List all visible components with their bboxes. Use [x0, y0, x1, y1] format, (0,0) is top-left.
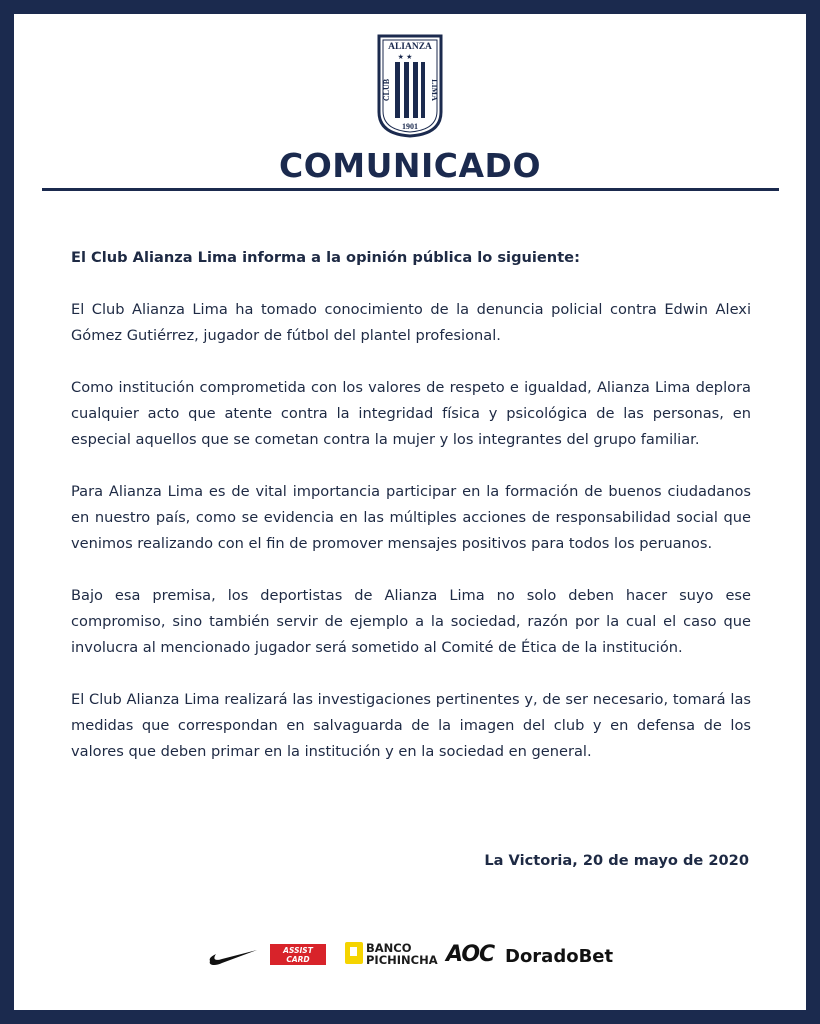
paragraph-4: Bajo esa premisa, los deportistas de Alianza Lima no solo deben hacer suyo ese compromiso, sino también servir de ejemplo a la sociedad, razón por la cual el caso que involucra al mencionado jugador será sometido al Comité de Ética de la institución.: [71, 587, 751, 656]
pichincha-line2: PICHINCHA: [366, 953, 438, 967]
assist-card-line1: ASSIST: [283, 946, 313, 955]
nike-swoosh-logo: [208, 946, 258, 966]
statement-body: [71, 245, 751, 791]
sponsor-strip: [208, 938, 628, 974]
paragraph-3: Para Alianza Lima es de vital importancia participar en la formación de buenos ciudadanos en nuestro país, como se evidencia en las múltiples acciones de responsabilidad social que venimos realizando con el fin de promover mensajes positivos para todos los peruanos.: [71, 483, 751, 552]
crest-right-text: LIMA: [430, 79, 439, 101]
document-frame: [14, 14, 806, 1010]
crest-top-text: ALIANZA: [388, 42, 432, 52]
alianza-lima-crest-logo: [375, 34, 445, 138]
paragraph-5: El Club Alianza Lima realizará las investigaciones pertinentes y, de ser necesario, tomará las medidas que correspondan en salvaguarda de la imagen del club y en defensa de los valores que deben primar en la institución y en la sociedad en general.: [71, 691, 751, 760]
page-title: COMUNICADO: [278, 146, 541, 185]
pichincha-line1: BANCO: [366, 941, 412, 955]
assist-card-logo: [270, 944, 326, 965]
paragraph-2: Como institución comprometida con los valores de respeto e igualdad, Alianza Lima deplora cualquier acto que atente contra la integridad física y psicológica de las personas, en especial aquellos que se cometan contra la mujer y los integrantes del grupo familiar.: [71, 379, 751, 448]
crest-star-icon: ★ ★: [397, 53, 413, 61]
banco-pichincha-logo-icon: [345, 942, 363, 964]
doradobet-logo: DoradoBet: [505, 946, 614, 967]
paragraph-1: El Club Alianza Lima ha tomado conocimiento de la denuncia policial contra Edwin Alexi Gómez Gutiérrez, jugador de fútbol del plantel profesional.: [71, 301, 751, 344]
intro-line: El Club Alianza Lima informa a la opinión pública lo siguiente:: [71, 249, 580, 266]
aoc-logo: AOC: [446, 942, 495, 967]
title-divider: [42, 188, 779, 191]
crest-left-text: CLUB: [382, 78, 391, 102]
assist-card-line2: CARD: [286, 955, 310, 964]
crest-year: 1901: [402, 122, 418, 131]
banco-pichincha-logo-text: [366, 942, 438, 966]
signature-date: La Victoria, 20 de mayo de 2020: [484, 852, 749, 869]
